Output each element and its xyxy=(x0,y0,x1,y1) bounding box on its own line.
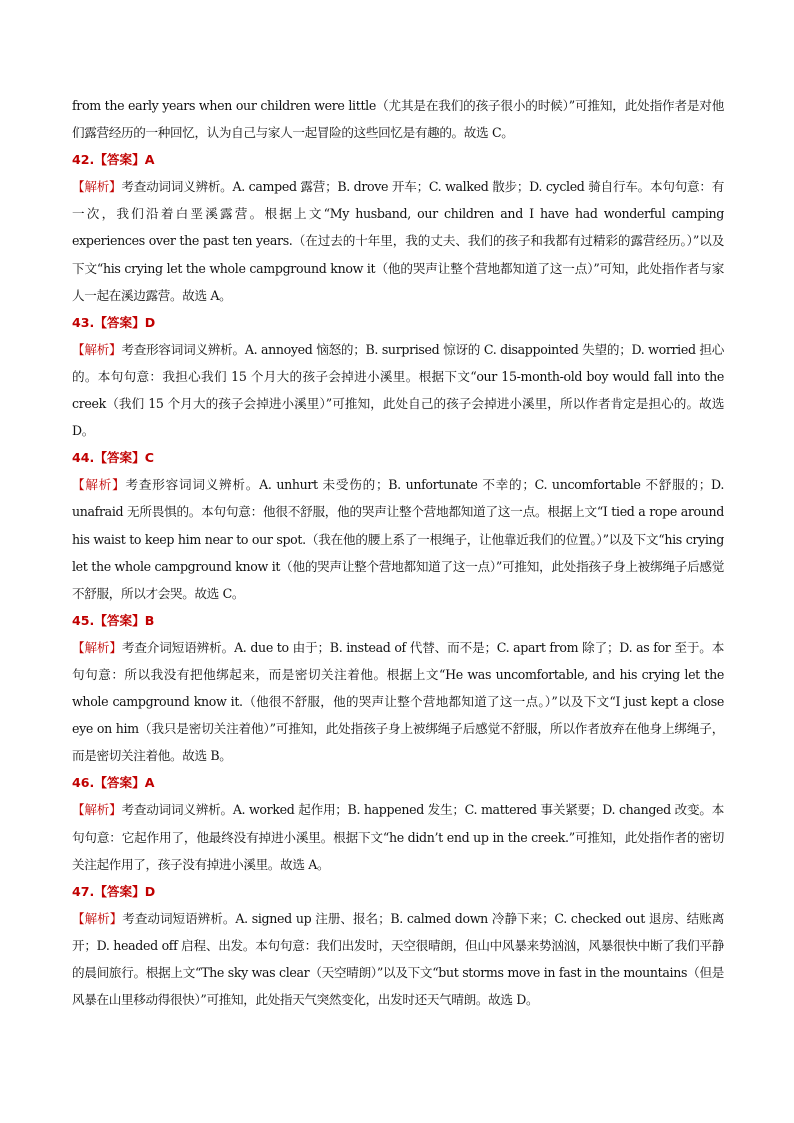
analysis-text: 考查形容词词义辨析。A. unhurt 未受伤的；B. unfortunate 不幸的；C. uncomfortable 不舒服的；D. unafraid 无所畏惧的。本句句意：他很不舒服，他的哭声让整个营地都知道了这一点。根据上文“I tied a rope around his waist to keep him near to our spot.（我在他的腰上系了一根绳子，让他靠近我们的位置。）”以及下文“his crying let the whole campground know it（他的哭声让整个营地都知道了这一点）”可推知，此处指孩子身上被绑绳子后感觉不舒服，所以才会哭。故选 C。 xyxy=(72,477,725,601)
analysis-paragraph xyxy=(72,905,724,1013)
question-number: 45. xyxy=(72,612,95,628)
analysis-text: 考查介词短语辨析。A. due to 由于；B. instead of 代替、而不是；C. apart from 除了；D. as for 至于。本句句意：所以我没有把他绑起来，而是密切关注着他。根据上文“He was uncomfortable, and his crying let the whole campground know it.（他很不舒服，他的哭声让整个营地都知道了这一点。）”以及下文“I just kept a close eye on him（我只是密切关注着他）”可推知，此处指孩子身上被绑绳子后感觉不舒服，所以作者放弃在他身上绑绳子，而是密切关注着他。故选 B。 xyxy=(72,639,724,764)
answer-line xyxy=(72,769,724,796)
analysis-text: 考查动词词义辨析。A. camped 露营；B. drove 开车；C. walked 散步；D. cycled 骑自行车。本句句意：有一次，我们沿着白垩溪露营。根据上文“My husband, our children and I have had wonderful camping experiences over the past ten years.（在过去的十年里，我的丈夫、我们的孩子和我都有过精彩的露营经历。）”以及下文“his crying let the whole campground know it（他的哭声让整个营地都知道了这一点）”可知，此处指作者与家人一起在溪边露营。故选 A。 xyxy=(72,179,724,303)
answer-label: 【答案】 xyxy=(94,775,145,791)
analysis-label: 【解析】 xyxy=(72,341,122,357)
analysis-label: 【解析】 xyxy=(72,802,122,818)
question-number: 43. xyxy=(72,314,95,330)
answer-label: 【答案】 xyxy=(94,450,145,466)
answer-label: 【答案】 xyxy=(94,612,145,628)
analysis-paragraph xyxy=(72,173,724,308)
analysis-label: 【解析】 xyxy=(72,179,122,195)
answer-item-43 xyxy=(72,309,724,444)
answer-option: A xyxy=(144,775,155,791)
answer-line xyxy=(72,146,724,173)
intro-paragraph: from the early years when our children were little（尤其是在我们的孩子很小的时候）”可推知，此处指作者是对他们露营经历的一种回忆，认为自己与家人一起冒险的这些回忆是有趣的。故选 C。 xyxy=(72,98,724,141)
answer-item-44 xyxy=(72,444,724,607)
answer-line xyxy=(72,878,724,905)
question-number: 46. xyxy=(72,775,95,791)
analysis-label: 【解析】 xyxy=(72,477,126,493)
answer-line xyxy=(72,607,724,634)
answer-label: 【答案】 xyxy=(94,152,145,168)
question-number: 47. xyxy=(72,883,95,899)
analysis-text: 考查动词词义辨析。A. worked 起作用；B. happened 发生；C. mattered 事关紧要；D. changed 改变。本句句意：它起作用了，他最终没有掉进小溪里。根据下文“he didn’t end up in the creek.”可推知，此处指作者的密切关注起作用了，孩子没有掉进小溪里。故选 A。 xyxy=(72,802,724,872)
question-number: 42. xyxy=(72,152,95,168)
answer-option: A xyxy=(144,152,155,168)
analysis-label: 【解析】 xyxy=(72,910,123,926)
answer-option: D xyxy=(144,883,156,899)
analysis-text: 考查动词短语辨析。A. signed up 注册、报名；B. calmed down 冷静下来；C. checked out 退房、结账离开；D. headed off 启程、出发。本句句意：我们出发时，天空很晴朗，但山中风暴来势汹汹，风暴很快中断了我们平静的晨间旅行。根据上文“The sky was clear（天空晴朗）”以及下文“but storms move in fast in the mountains（但是风暴在山里移动得很快）”可推知，此处指天气突然变化，出发时还天气晴朗。故选 D。 xyxy=(72,910,724,1008)
analysis-text: 考查形容词词义辨析。A. annoyed 恼怒的；B. surprised 惊讶的 C. disappointed 失望的；D. worried 担心的。本句句意：我担心我们 15 个月大的孩子会掉进小溪里。根据下文“our 15-month-old boy would fall into the creek（我们 15 个月大的孩子会掉进小溪里）”可推知，此处自己的孩子会掉进小溪里，所以作者肯定是担心的。故选 D。 xyxy=(72,341,724,439)
answer-line xyxy=(72,444,724,471)
analysis-paragraph xyxy=(72,336,724,444)
answer-item-47 xyxy=(72,878,724,1013)
answer-option: C xyxy=(144,450,154,466)
answer-option: B xyxy=(144,612,155,628)
question-number: 44. xyxy=(72,450,95,466)
answer-option: D xyxy=(144,314,156,330)
answer-item-42 xyxy=(72,146,724,309)
answer-label: 【答案】 xyxy=(94,883,145,899)
analysis-paragraph xyxy=(72,471,724,606)
document-page xyxy=(72,92,724,1013)
analysis-label: 【解析】 xyxy=(72,639,122,655)
analysis-paragraph xyxy=(72,796,724,877)
answer-label: 【答案】 xyxy=(94,314,145,330)
answer-item-46 xyxy=(72,769,724,877)
answer-item-45 xyxy=(72,607,724,770)
answer-line xyxy=(72,309,724,336)
analysis-paragraph xyxy=(72,634,724,769)
